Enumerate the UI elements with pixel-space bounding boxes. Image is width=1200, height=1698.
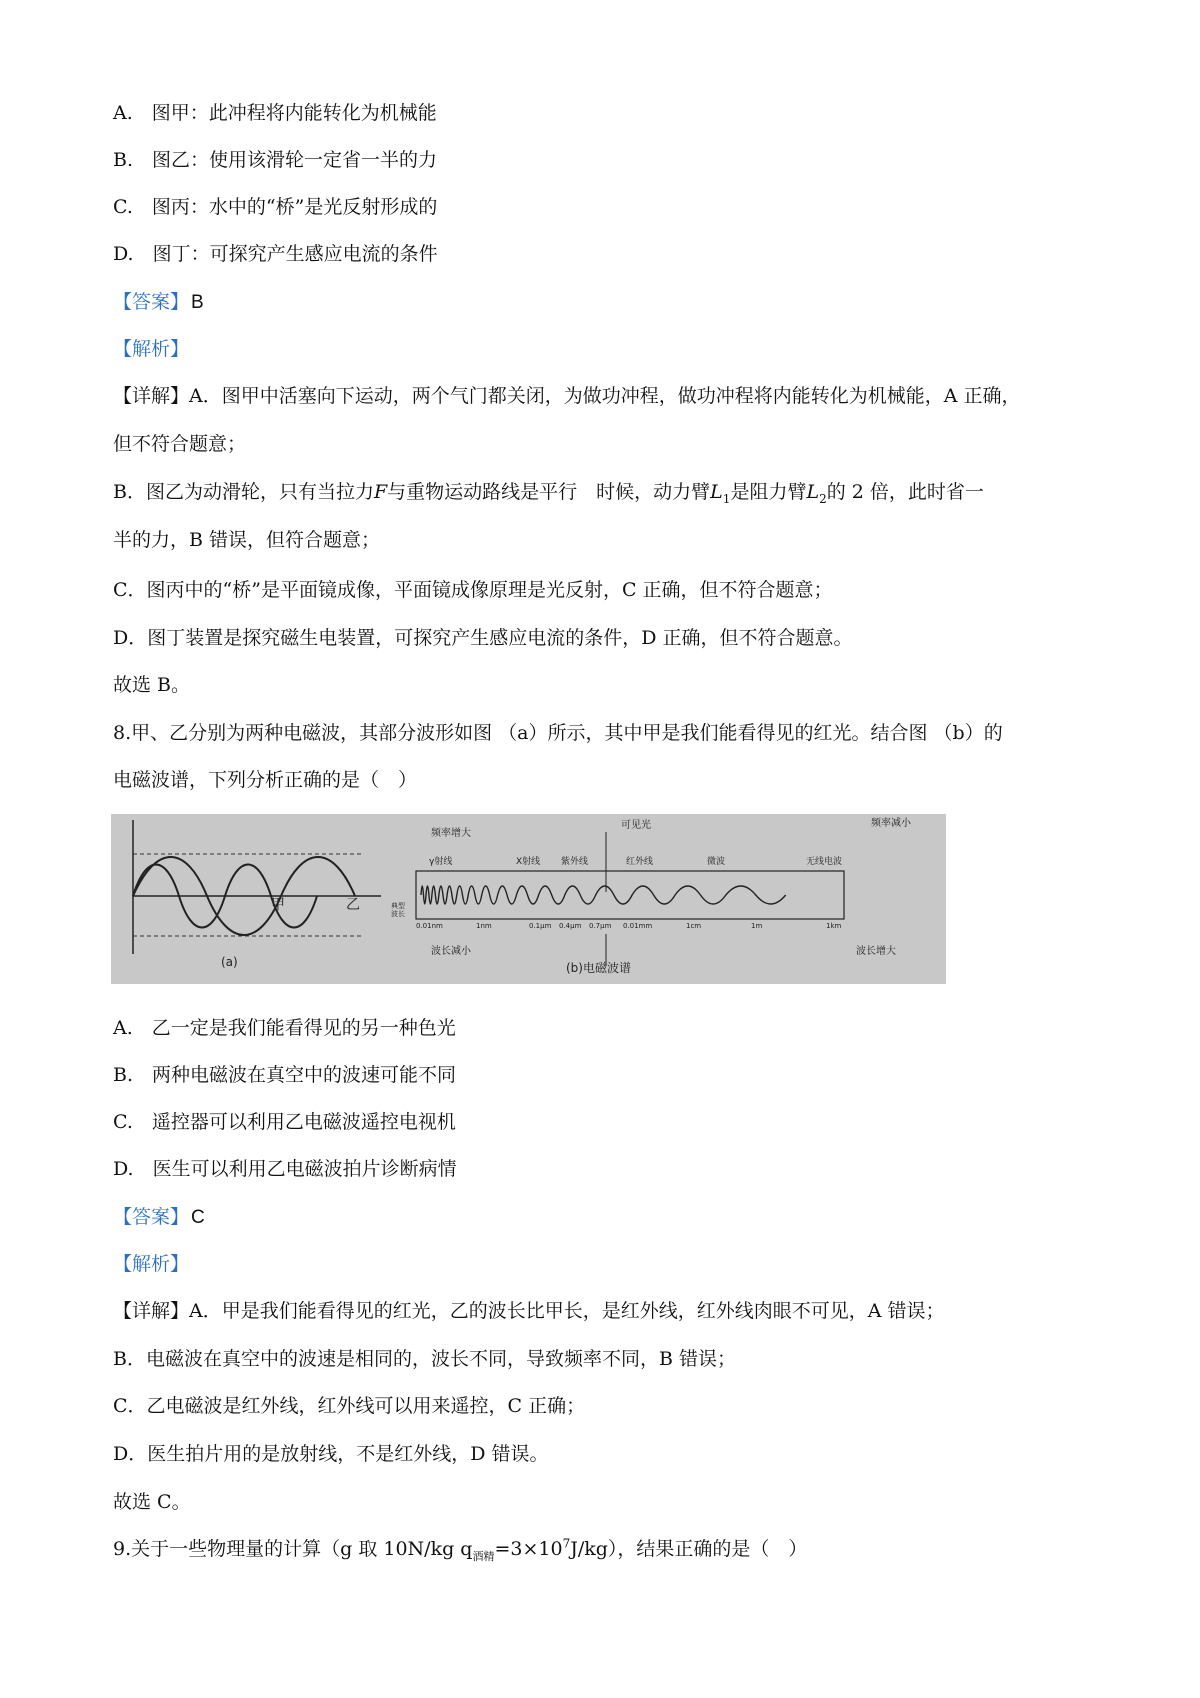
infrared: 红外线 xyxy=(626,857,654,867)
detail-text: B．电磁波在真空中的波速是相同的，波长不同，导致频率不同，B 错误； xyxy=(113,1348,736,1370)
analysis-tag: 【解析】 xyxy=(113,338,190,360)
radio-wave: 无线电波 xyxy=(806,857,843,867)
stem-text: 电磁波谱，下列分析正确的是（ ） xyxy=(113,769,418,791)
option-text: 遥控器可以利用乙电磁波遥控电视机 xyxy=(151,1111,456,1133)
q7-option-b xyxy=(113,148,437,172)
answer-tag: 【答案】 xyxy=(113,291,190,313)
q8-option-b xyxy=(113,1063,456,1087)
q8-answer xyxy=(113,1205,205,1230)
wl-label-2: 波长 xyxy=(391,910,405,918)
q8-figure xyxy=(111,814,946,984)
wl-tick-label: 0.01mm xyxy=(623,922,653,930)
option-label: D. xyxy=(113,1158,134,1180)
spectrum-box xyxy=(416,871,844,919)
q7-detail-b xyxy=(113,480,984,504)
option-text: 两种电磁波在真空中的波速可能不同 xyxy=(152,1064,457,1086)
var-l2: L xyxy=(806,481,820,503)
caption-b: (b)电磁波谱 xyxy=(566,961,631,975)
detail-text: D．医生拍片用的是放射线，不是红外线，D 错误。 xyxy=(113,1443,549,1465)
label-jia: 甲 xyxy=(271,897,285,913)
q8-stem-line2 xyxy=(113,768,417,792)
option-text: 图丙：水中的“桥”是光反射形成的 xyxy=(151,196,438,218)
answer-value: B xyxy=(191,292,204,313)
wl-tick-label: 1cm xyxy=(686,922,702,930)
detail-text: 半的力，B 错误，但符合题意； xyxy=(113,529,381,551)
conclusion-text: 故选 B。 xyxy=(113,674,191,696)
var-l1: L xyxy=(710,481,723,503)
em-spectrum-figure xyxy=(111,814,946,984)
wl-up: 波长增大 xyxy=(856,946,896,957)
label-yi: 乙 xyxy=(346,897,360,913)
option-text: 图乙：使用该滑轮一定省一半的力 xyxy=(152,149,438,171)
x-ray: X射线 xyxy=(516,857,541,867)
detail-text: 但不符合题意； xyxy=(113,433,247,455)
option-label: D. xyxy=(113,243,134,265)
q7-detail-c xyxy=(113,578,833,602)
q7-option-d xyxy=(113,242,438,266)
wl-tick-label: 1nm xyxy=(476,922,492,930)
q7-answer xyxy=(113,290,204,315)
stem-text: J/kg），结果正确的是（ ） xyxy=(570,1538,808,1560)
wl-tick-label: 0.7μm xyxy=(589,922,612,930)
stem-text: =3×10 xyxy=(494,1538,563,1560)
option-label: C. xyxy=(113,196,133,218)
option-label: C. xyxy=(113,1111,133,1133)
q7-option-c xyxy=(113,195,437,219)
option-label: B. xyxy=(113,149,134,171)
wl-tick-label: 0.1μm xyxy=(529,922,552,930)
detail-text: A．图甲中活塞向下运动，两个气门都关闭，为做功冲程，做功冲程将内能转化为机械能，A 正确， xyxy=(189,385,1021,407)
detail-text: C．乙电磁波是红外线，红外线可以用来遥控，C 正确； xyxy=(113,1395,586,1417)
q7-detail-d xyxy=(113,626,853,650)
wavelength-ticks xyxy=(416,922,842,930)
stem-text: 8.甲、乙分别为两种电磁波，其部分波形如图 （a）所示，其中甲是我们能看得见的红光。结合图 （b）的 xyxy=(113,722,1003,744)
analysis-tag: 【解析】 xyxy=(113,1253,190,1275)
option-label: A. xyxy=(113,1017,133,1039)
q8-detail-c xyxy=(113,1394,585,1418)
detail-text: B．图乙为动滑轮，只有当拉力 xyxy=(113,481,374,503)
detail-text: 是阻力臂 xyxy=(730,481,807,503)
wl-tick-label: 0.4μm xyxy=(559,922,582,930)
option-label: A. xyxy=(113,102,133,124)
detail-text: C．图丙中的“桥”是平面镜成像，平面镜成像原理是光反射，C 正确，但不符合题意； xyxy=(113,579,833,601)
option-label: B. xyxy=(113,1064,134,1086)
detail-tag: 【详解】 xyxy=(113,1300,190,1322)
wl-tick-label: 1m xyxy=(751,922,763,930)
detail-text: 与重物运动路线是平行 时候，动力臂 xyxy=(387,481,711,503)
superscript-7: 7 xyxy=(562,1536,571,1551)
option-text: 医生可以利用乙电磁波拍片诊断病情 xyxy=(152,1158,457,1180)
freq-down: 频率减小 xyxy=(871,818,911,829)
spectrum-wave xyxy=(421,886,786,904)
gamma-ray: γ射线 xyxy=(429,857,453,867)
subscript-1: 1 xyxy=(722,491,731,506)
answer-value: C xyxy=(191,1207,205,1228)
wl-label-1: 典型 xyxy=(391,902,405,910)
answer-tag: 【答案】 xyxy=(113,1206,190,1228)
visible-light: 可见光 xyxy=(621,820,651,831)
detail-tag: 【详解】 xyxy=(113,385,190,407)
subscript-2: 2 xyxy=(819,491,827,506)
uv: 紫外线 xyxy=(561,857,589,867)
subscript-alcohol: 酒精 xyxy=(472,1549,495,1563)
microwave: 微波 xyxy=(707,857,726,867)
q7-detail-b-cont xyxy=(113,528,380,552)
q8-option-a xyxy=(113,1016,456,1040)
wl-tick-label: 1km xyxy=(826,922,842,930)
freq-up: 频率增大 xyxy=(431,828,471,839)
caption-a: (a) xyxy=(221,955,238,969)
q7-option-a xyxy=(113,101,437,125)
option-text: 乙一定是我们能看得见的另一种色光 xyxy=(151,1017,456,1039)
option-text: 图丁：可探究产生感应电流的条件 xyxy=(152,243,438,265)
detail-text: A．甲是我们能看得见的红光，乙的波长比甲长，是红外线，红外线肉眼不可见，A 错误； xyxy=(189,1300,945,1322)
detail-text: 的 2 倍，此时省一 xyxy=(826,481,984,503)
detail-text: D．图丁装置是探究磁生电装置，可探究产生感应电流的条件，D 正确，但不符合题意。 xyxy=(113,627,853,649)
q8-conclusion xyxy=(113,1490,191,1514)
var-f: F xyxy=(373,481,388,503)
q7-detail-a xyxy=(113,384,1021,408)
q8-stem-line1 xyxy=(113,721,1003,745)
wl-tick-label: 0.01nm xyxy=(416,922,443,930)
q8-detail-a xyxy=(113,1299,945,1323)
q8-option-d xyxy=(113,1157,457,1181)
q8-detail-d xyxy=(113,1442,549,1466)
q9-stem xyxy=(113,1537,807,1561)
stem-text: 9.关于一些物理量的计算（g 取 10N/kg q xyxy=(113,1538,473,1560)
wl-down: 波长减小 xyxy=(431,946,471,957)
q8-detail-b xyxy=(113,1347,736,1371)
conclusion-text: 故选 C。 xyxy=(113,1491,191,1513)
q7-conclusion xyxy=(113,673,190,697)
q7-detail-a-cont xyxy=(113,432,246,456)
option-text: 图甲：此冲程将内能转化为机械能 xyxy=(151,102,437,124)
q8-analysis-tag xyxy=(113,1252,189,1276)
q7-analysis-tag xyxy=(113,337,189,361)
q8-option-c xyxy=(113,1110,456,1134)
